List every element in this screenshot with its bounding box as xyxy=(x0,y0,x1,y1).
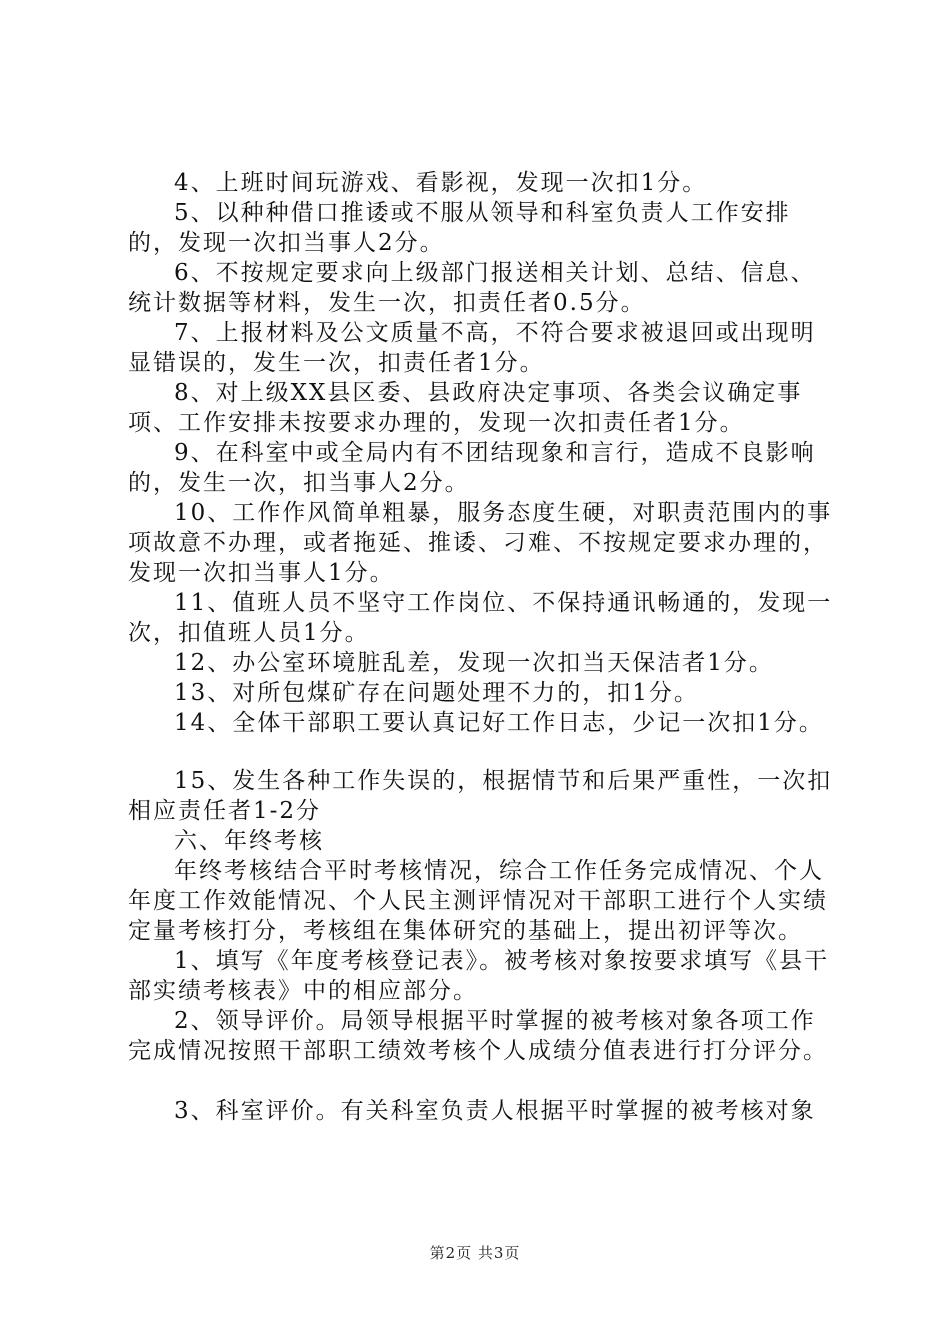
paragraph-spacer xyxy=(128,738,840,766)
paragraph-item-14: 14、全体干部职工要认真记好工作日志，少记一次扣1分。 xyxy=(174,710,824,736)
paragraph-item-8: 8、对上级XX县区委、县政府决定事项、各类会议确定事项、工作安排未按要求办理的，发现一次扣责任者1分。 xyxy=(128,380,803,436)
paragraph-spacer xyxy=(128,1066,840,1096)
paragraph-item-13: 13、对所包煤矿存在问题处理不力的，扣1分。 xyxy=(174,680,699,706)
paragraph-item-7: 7、上报材料及公文质量不高，不符合要求被退回或出现明显错误的，发生一次，扣责任者1分。 xyxy=(128,320,816,376)
page-footer: 第2页 共3页 xyxy=(429,1244,521,1262)
paragraph-year-end-intro: 年终考核结合平时考核情况，综合工作任务完成情况、个人年度工作效能情况、个人民主测评情况对干部职工进行个人实绩定量考核打分，考核组在集体研究的基础上，提出初评等次。 xyxy=(128,858,828,944)
document-body xyxy=(128,168,840,1126)
section-heading-year-end-assessment: 六、年终考核 xyxy=(174,828,324,854)
paragraph-item-5: 5、以种种借口推诿或不服从领导和科室负责人工作安排的，发现一次扣当事人2分。 xyxy=(128,200,791,256)
paragraph-item-9: 9、在科室中或全局内有不团结现象和言行，造成不良影响的，发生一次，扣当事人2分。 xyxy=(128,440,816,496)
paragraph-step-3: 3、科室评价。有关科室负责人根据平时掌握的被考核对象 xyxy=(174,1098,816,1124)
paragraph-item-4: 4、上班时间玩游戏、看影视，发现一次扣1分。 xyxy=(174,170,708,196)
paragraph-item-15: 15、发生各种工作失误的，根据情节和后果严重性，一次扣相应责任者1-2分 xyxy=(128,768,833,824)
paragraph-item-6: 6、不按规定要求向上级部门报送相关计划、总结、信息、统计数据等材料，发生一次，扣责任者0.5分。 xyxy=(128,260,816,316)
paragraph-item-10: 10、工作作风简单粗暴，服务态度生硬，对职责范围内的事项故意不办理，或者拖延、推诿、刁难、不按规定要求办理的，发现一次扣当事人1分。 xyxy=(128,500,833,586)
paragraph-step-1: 1、填写《年度考核登记表》。被考核对象按要求填写《县干部实绩考核表》中的相应部分。 xyxy=(128,948,830,1004)
paragraph-step-2: 2、领导评价。局领导根据平时掌握的被考核对象各项工作完成情况按照干部职工绩效考核个人成绩分值表进行打分评分。 xyxy=(128,1008,828,1064)
paragraph-item-11: 11、值班人员不坚守工作岗位、不保持通讯畅通的，发现一次，扣值班人员1分。 xyxy=(128,590,833,646)
paragraph-item-12: 12、办公室环境脏乱差，发现一次扣当天保洁者1分。 xyxy=(174,650,774,676)
